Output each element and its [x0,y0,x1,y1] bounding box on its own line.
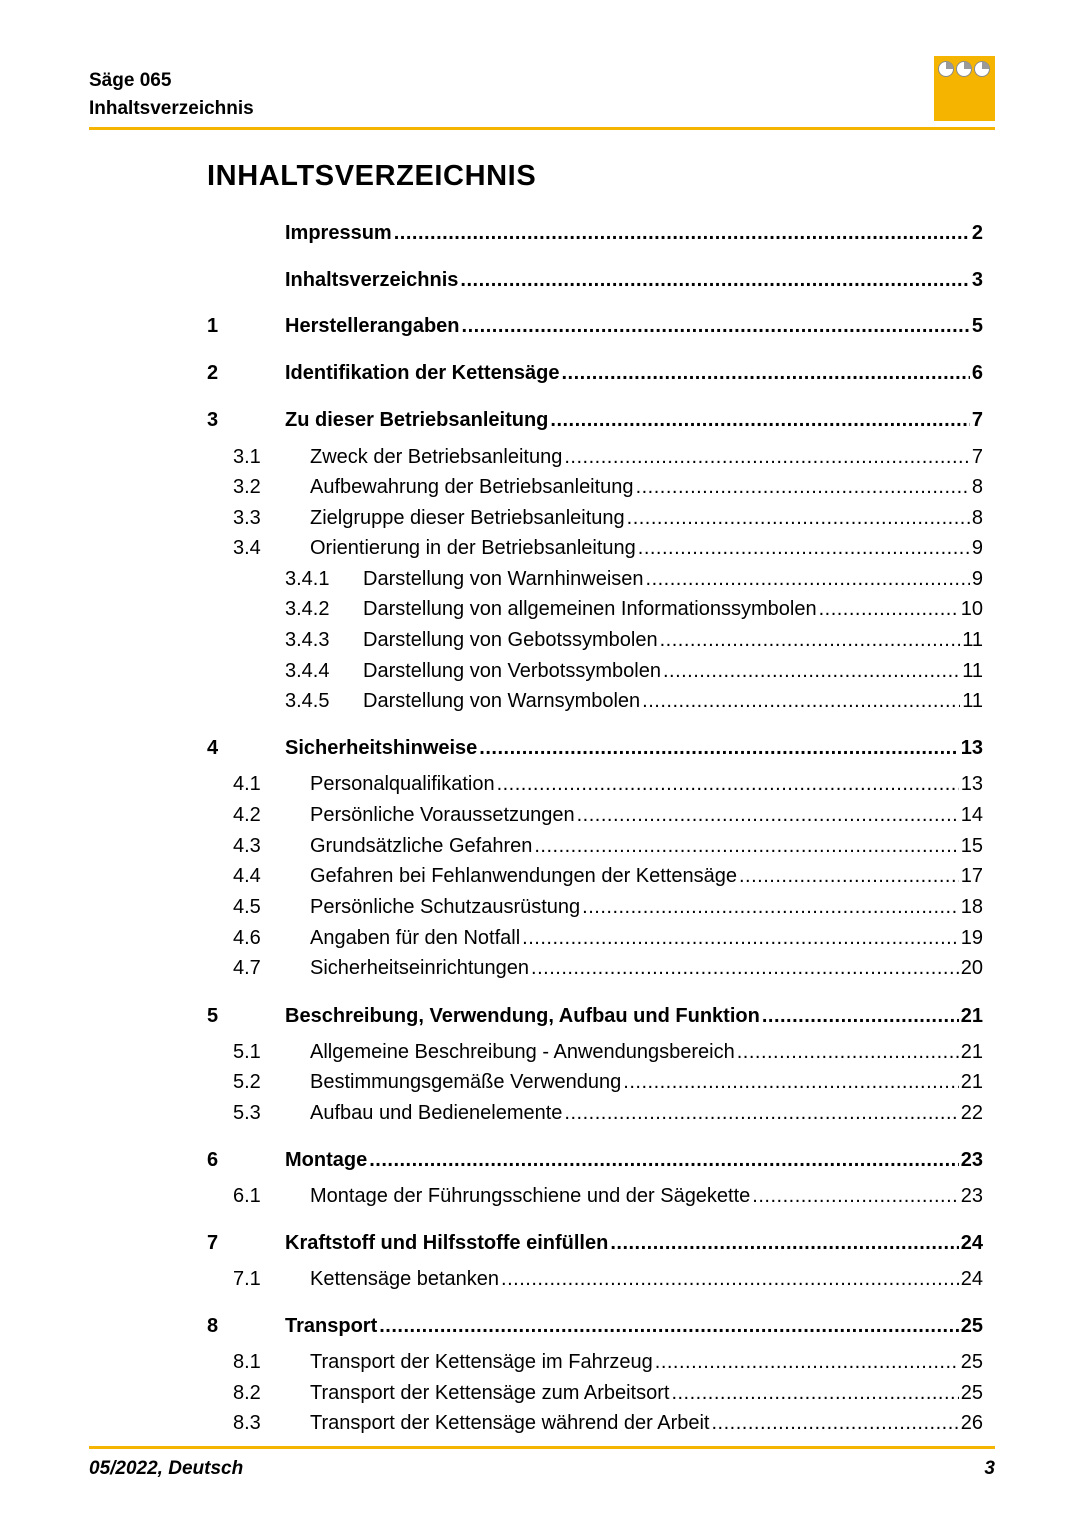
toc-entry-number: 3.2 [233,476,261,498]
toc-entry-number: 5.3 [233,1102,261,1124]
toc-dot-leader [531,957,959,980]
toc-entry-page: 11 [962,660,983,682]
toc-entry-page: 24 [960,1232,983,1254]
toc-entry-title: Bestimmungsgemäße Verwendung [310,1071,622,1093]
toc-entry[interactable] [233,835,983,858]
toc-entry-page: 8 [971,476,983,498]
toc-entry-page: 23 [960,1185,983,1207]
toc-entry-title: Inhaltsverzeichnis [285,269,459,291]
toc-entry-number: 8.1 [233,1351,261,1373]
toc-entry-number: 4 [207,737,219,759]
toc-entry[interactable] [207,409,983,432]
toc-dot-leader [564,1102,958,1125]
toc-dot-leader [752,1185,958,1208]
company-logo [934,56,995,121]
toc-entry-page: 25 [960,1315,983,1337]
toc-entry-number: 3.4.4 [285,660,330,682]
toc-entry-page: 22 [960,1102,983,1124]
toc-entry-number: 8 [207,1315,219,1337]
toc-entry-number: 4.5 [233,896,261,918]
toc-entry-title: Darstellung von Verbotssymbolen [363,660,661,682]
toc-entry-number: 3.4.5 [285,690,330,712]
toc-entry[interactable] [207,1005,983,1028]
toc-dot-leader [379,1315,959,1338]
header-rule [89,127,995,130]
toc-entry[interactable] [233,507,983,530]
toc-entry-title: Montage [285,1149,368,1171]
toc-entry-page: 25 [960,1382,983,1404]
toc-entry[interactable] [233,957,983,980]
toc-entry-number: 2 [207,362,219,384]
toc-entry-page: 6 [971,362,983,384]
toc-dot-leader [534,835,958,858]
toc-dot-leader [660,629,961,652]
toc-entry-title: Aufbau und Bedienelemente [310,1102,563,1124]
toc-entry-number: 4.6 [233,927,261,949]
toc-entry-page: 15 [960,835,983,857]
footer-date-language: 05/2022, Deutsch [89,1458,244,1479]
header-product-name: Säge 065 [89,70,172,91]
toc-entry[interactable] [285,629,983,652]
toc-entry-title: Identifikation der Kettensäge [285,362,560,384]
toc-dot-leader [497,773,959,796]
toc-entry[interactable] [233,476,983,499]
toc-dot-leader [636,476,970,499]
toc-entry-title: Darstellung von allgemeinen Informationssymbolen [363,598,817,620]
toc-entry-title: Kraftstoff und Hilfsstoffe einfüllen [285,1232,609,1254]
toc-entry-title: Angaben für den Notfall [310,927,521,949]
toc-entry-number: 4.2 [233,804,261,826]
header-section-name: Inhaltsverzeichnis [89,98,254,119]
toc-entry-number: 5.1 [233,1041,261,1063]
toc-entry-number: 3.4 [233,537,261,559]
toc-entry-page: 14 [960,804,983,826]
toc-entry-page: 9 [971,568,983,590]
toc-entry-title: Grundsätzliche Gefahren [310,835,533,857]
toc-entry[interactable] [285,690,983,713]
toc-entry-title: Zielgruppe dieser Betriebsanleitung [310,507,625,529]
toc-entry[interactable] [285,660,983,683]
toc-entry-page: 20 [960,957,983,979]
toc-entry-number: 3.1 [233,446,261,468]
toc-entry-page: 7 [971,409,983,431]
toc-entry-title: Kettensäge betanken [310,1268,500,1290]
toc-entry-title: Transport der Kettensäge während der Arbeit [310,1412,710,1434]
toc-entry-number: 5 [207,1005,219,1027]
toc-dot-leader [369,1149,959,1172]
toc-entry-page: 11 [962,629,983,651]
toc-entry-title: Darstellung von Warnhinweisen [363,568,644,590]
toc-entry-number: 6 [207,1149,219,1171]
toc-entry[interactable] [207,737,983,760]
toc-dot-leader [522,927,959,950]
toc-entry-page: 11 [962,690,983,712]
toc-entry-number: 1 [207,315,219,337]
toc-entry[interactable] [233,1102,983,1125]
toc-entry-number: 7.1 [233,1268,261,1290]
toc-entry[interactable] [233,1268,983,1291]
toc-dot-leader [671,1382,958,1405]
toc-dot-leader [627,507,970,530]
toc-dot-leader [762,1005,959,1028]
toc-dot-leader [638,537,970,560]
toc-entry[interactable] [207,1232,983,1255]
toc-entry-page: 2 [971,222,983,244]
toc-entry-page: 9 [971,537,983,559]
toc-entry-number: 3.4.3 [285,629,330,651]
toc-entry[interactable] [207,1315,983,1338]
toc-entry-number: 8.3 [233,1412,261,1434]
toc-entry-page: 18 [960,896,983,918]
toc-entry-title: Impressum [285,222,392,244]
toc-entry-number: 4.7 [233,957,261,979]
toc-dot-leader [577,804,959,827]
toc-entry-number: 4.3 [233,835,261,857]
toc-dot-leader [562,362,970,385]
toc-entry-title: Orientierung in der Betriebsanleitung [310,537,636,559]
footer-page-number: 3 [984,1458,995,1479]
toc-entry-number: 3 [207,409,219,431]
toc-entry-title: Sicherheitshinweise [285,737,478,759]
toc-dot-leader [712,1412,959,1435]
toc-entry-page: 3 [971,269,983,291]
toc-dot-leader [663,660,960,683]
toc-entry[interactable] [285,568,983,591]
toc-entry[interactable] [233,1185,983,1208]
toc-entry[interactable] [233,537,983,560]
toc-entry-page: 25 [960,1351,983,1373]
toc-entry[interactable] [233,1412,983,1435]
toc-entry-title: Herstellerangaben [285,315,460,337]
toc-entry[interactable] [233,446,983,469]
toc-entry[interactable] [207,1149,983,1172]
toc-dot-leader [462,315,970,338]
toc-dot-leader [737,1041,959,1064]
toc-entry-page: 13 [960,737,983,759]
toc-entry-number: 3.4.2 [285,598,330,620]
toc-entry[interactable] [233,896,983,919]
toc-dot-leader [646,568,970,591]
toc-entry-page: 7 [971,446,983,468]
toc-entry[interactable] [233,1041,983,1064]
toc-entry-number: 6.1 [233,1185,261,1207]
toc-entry-title: Allgemeine Beschreibung - Anwendungsbereich [310,1041,735,1063]
toc-entry-title: Personalqualifikation [310,773,495,795]
toc-entry-title: Transport der Kettensäge zum Arbeitsort [310,1382,670,1404]
page-title: INHALTSVERZEICHNIS [207,160,537,192]
toc-entry[interactable] [233,927,983,950]
toc-entry-title: Transport [285,1315,378,1337]
toc-dot-leader [564,446,970,469]
toc-entry[interactable] [233,1351,983,1374]
toc-entry-page: 23 [960,1149,983,1171]
toc-entry-title: Darstellung von Gebotssymbolen [363,629,658,651]
toc-dot-leader [623,1071,958,1094]
toc-entry-title: Beschreibung, Verwendung, Aufbau und Funktion [285,1005,760,1027]
toc-entry-title: Sicherheitseinrichtungen [310,957,530,979]
toc-entry-title: Darstellung von Warnsymbolen [363,690,641,712]
toc-entry[interactable] [207,269,983,292]
toc-dot-leader [501,1268,959,1291]
toc-entry[interactable] [233,1071,983,1094]
toc-entry-page: 19 [960,927,983,949]
footer-rule [89,1446,995,1449]
toc-dot-leader [739,865,959,888]
toc-dot-leader [394,222,970,245]
toc-entry-number: 4.4 [233,865,261,887]
toc-entry-page: 17 [960,865,983,887]
toc-entry-page: 5 [971,315,983,337]
toc-entry-title: Zu dieser Betriebsanleitung [285,409,549,431]
toc-entry-page: 24 [960,1268,983,1290]
toc-dot-leader [582,896,959,919]
toc-entry-number: 3.4.1 [285,568,330,590]
three-circles-logo-icon [934,56,995,121]
toc-entry[interactable] [233,1382,983,1405]
toc-dot-leader [460,269,969,292]
toc-entry-title: Montage der Führungsschiene und der Sägekette [310,1185,751,1207]
toc-entry-page: 21 [960,1041,983,1063]
toc-entry-title: Aufbewahrung der Betriebsanleitung [310,476,634,498]
toc-entry[interactable] [207,222,983,245]
toc-entry[interactable] [285,598,983,621]
toc-entry-number: 3.3 [233,507,261,529]
toc-entry[interactable] [233,865,983,888]
toc-entry[interactable] [207,315,983,338]
toc-dot-leader [550,409,969,432]
toc-dot-leader [642,690,960,713]
toc-entry-number: 7 [207,1232,219,1254]
toc-entry-title: Zweck der Betriebsanleitung [310,446,563,468]
toc-entry[interactable] [207,362,983,385]
toc-entry-page: 21 [960,1071,983,1093]
toc-dot-leader [610,1232,958,1255]
toc-entry-title: Persönliche Schutzausrüstung [310,896,581,918]
toc-entry-page: 26 [960,1412,983,1434]
toc-entry-title: Persönliche Voraussetzungen [310,804,575,826]
toc-entry-title: Gefahren bei Fehlanwendungen der Kettensäge [310,865,737,887]
toc-entry[interactable] [233,773,983,796]
toc-entry-title: Transport der Kettensäge im Fahrzeug [310,1351,653,1373]
toc-dot-leader [479,737,958,760]
toc-entry[interactable] [233,804,983,827]
toc-entry-page: 13 [960,773,983,795]
toc-entry-number: 5.2 [233,1071,261,1093]
toc-entry-page: 21 [960,1005,983,1027]
toc-dot-leader [655,1351,959,1374]
toc-entry-page: 10 [960,598,983,620]
toc-entry-page: 8 [971,507,983,529]
toc-dot-leader [819,598,959,621]
toc-entry-number: 8.2 [233,1382,261,1404]
toc-entry-number: 4.1 [233,773,261,795]
